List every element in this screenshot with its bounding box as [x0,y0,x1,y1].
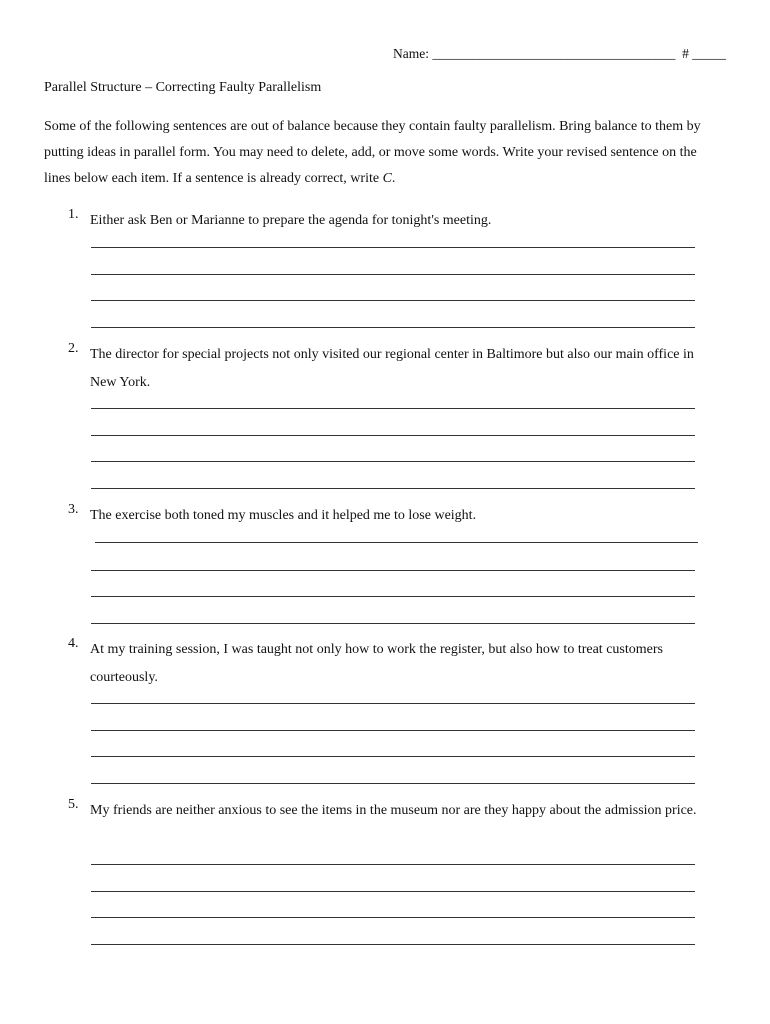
item-number: 5. [68,797,79,812]
item-number: 1. [68,207,79,222]
answer-line[interactable] [91,596,695,597]
answer-line[interactable] [95,542,698,543]
answer-line[interactable] [91,274,695,275]
answer-line[interactable] [91,703,695,704]
answer-line[interactable] [91,783,695,784]
worksheet-title: Parallel Structure – Correcting Faulty Parallelism [44,80,322,95]
instructions-emphasis: C [382,171,392,186]
item-sentence: Either ask Ben or Marianne to prepare the agenda for tonight's meeting. [90,213,492,228]
name-field-line[interactable]: Name: ____________________________________ # _____ [393,46,726,61]
item-number: 4. [68,636,79,651]
instructions [44,114,724,192]
answer-line[interactable] [91,864,695,865]
answer-line[interactable] [91,917,695,918]
answer-line[interactable] [91,435,695,436]
item-number: 2. [68,341,79,356]
item-sentence: The director for special projects not only visited our regional center in Baltimore but also our main office in New York. [90,347,694,390]
answer-line[interactable] [91,756,695,757]
answer-line[interactable] [91,944,695,945]
answer-line[interactable] [91,300,695,301]
answer-line[interactable] [91,623,695,624]
instructions-text: Some of the following sentences are out of balance because they contain faulty parallelism. Bring balance to them by putting ideas in parallel form. You may need to delete, add, or move some words. Write your revised sentence on the lines below each item. If a sentence is already correct, write [44,119,701,186]
answer-line[interactable] [91,327,695,328]
answer-line[interactable] [91,570,695,571]
item-sentence: My friends are neither anxious to see the items in the museum nor are they happy about the admission price. [90,803,697,818]
answer-line[interactable] [91,730,695,731]
instructions-end: . [391,171,396,186]
answer-line[interactable] [91,891,695,892]
answer-line[interactable] [91,461,695,462]
item-sentence: At my training session, I was taught not only how to work the register, but also how to treat customers courteously. [90,642,663,685]
answer-line[interactable] [91,247,695,248]
item-number: 3. [68,502,79,517]
item-sentence: The exercise both toned my muscles and it helped me to lose weight. [90,508,477,523]
answer-line[interactable] [91,488,695,489]
answer-line[interactable] [91,408,695,409]
